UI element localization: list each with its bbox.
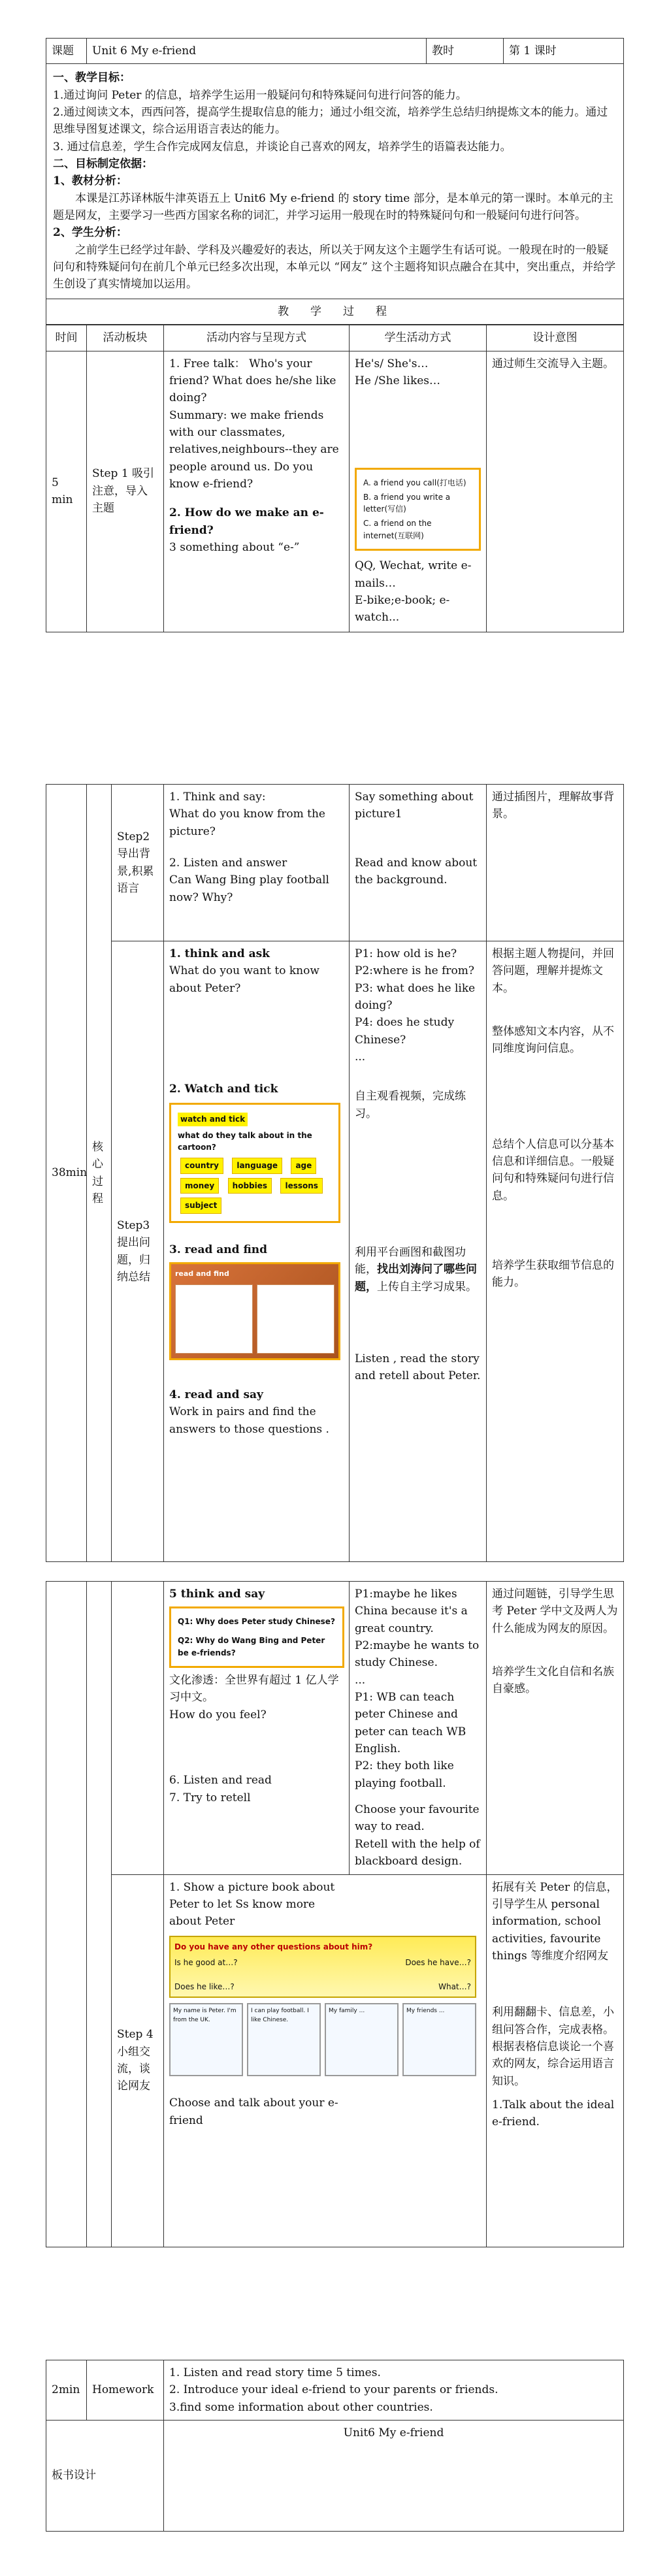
basis-title: 二、目标制定依据： (53, 157, 153, 171)
homework-label: Homework (87, 2360, 164, 2421)
homework-items (164, 2360, 624, 2421)
step3-content (164, 941, 350, 1562)
col-time: 时间 (46, 325, 87, 351)
col-content: 活动内容与呈现方式 (164, 325, 350, 351)
part5-content (164, 1582, 350, 1875)
core-label: 核心过程 (87, 785, 112, 1562)
step3-d4: 培养学生获取细节信息的能力。 (492, 1259, 614, 1290)
step3-s7b: 找出刘涛问了哪些问题， (355, 1263, 477, 1294)
col-student: 学生活动方式 (350, 325, 487, 351)
step1-content-1: 1. Free talk： Who's your friend? What does he/she like doing? (169, 357, 336, 405)
cartoon-line-1: Is he good at…? (174, 1958, 238, 1968)
goals-block (46, 64, 624, 299)
step1-student-3: QQ, Wechat, write e-mails… (355, 559, 472, 590)
picture-book-panel: My name is Peter. I'm from the UK. (169, 2003, 243, 2076)
part5-c7: 7. Try to retell (169, 1791, 251, 1804)
picture-book-panel: I can play football. I like Chinese. (247, 2003, 321, 2076)
part5-s7: Retell with the help of blackboard design. (355, 1837, 480, 1868)
part5-title: 5 think and say (169, 1588, 265, 1601)
tag-lessons[interactable]: lessons (280, 1178, 322, 1194)
step3-d1: 根据主题人物提问，并回答问题，理解并提炼文本。 (492, 947, 614, 995)
step3-c1-title: 1. think and ask (169, 947, 270, 960)
material-title: 1、教材分析： (53, 174, 127, 188)
step3-student (350, 941, 487, 1562)
step2-student-2: Read and know about the background. (355, 856, 478, 887)
picture-book-panels (169, 2003, 476, 2076)
step2-student-1: Say something about picture1 (355, 791, 474, 821)
goal-item: 1.通过询问 Peter 的信息，培养学生运用一般疑问句和特殊疑问句进行问答的能力。 (53, 88, 467, 102)
part5-s6: Choose your favourite way to read. (355, 1803, 480, 1834)
part5-s4: P1: WB can teach peter Chinese and peter can teach WB English. (355, 1691, 466, 1756)
tag-age[interactable]: age (291, 1158, 316, 1174)
step1-content-2: Summary: we make friends with our classmates, relatives,neighbours--they are people around us. Do you know e-friend? (169, 408, 339, 491)
cartoon-line-4: What…? (438, 1981, 471, 1991)
homework-item: 1. Listen and read story time 5 times. (169, 2366, 381, 2379)
process-title: 教 学 过 程 (46, 299, 624, 324)
step1-content (164, 351, 350, 632)
picture-book-panel: My friends ... (402, 2003, 476, 2076)
friend-type-box (355, 468, 481, 551)
step1-student-1: He's/ She's… (355, 357, 429, 370)
step3-s2: P2:where is he from? (355, 964, 474, 978)
step3-s6: 自主观看视频，完成练习。 (355, 1090, 466, 1120)
step1-design: 通过师生交流导入主题。 (487, 351, 624, 632)
step4-content-2: Choose and talk about your e-friend (169, 2096, 338, 2127)
step4-d1: 拓展有关 Peter 的信息，引导学生从 personal information, school activities, favourite things 等维度介绍网友 (492, 1880, 618, 1963)
step2-design: 通过插图片，理解故事背景。 (487, 785, 624, 941)
step2-student (350, 785, 487, 941)
student-analysis-title: 2、学生分析： (53, 226, 127, 240)
goal-item: 2.通过阅读文本，西西问答，提高学生提取信息的能力；通过小组交流，培养学生总结归纳提炼文本的能力。通过思维导图复述课文，综合运用语言表达的能力。 (53, 106, 608, 137)
step3-s5: ... (355, 1051, 366, 1064)
friend-type-a: A. a friend you call(打电话) (363, 478, 466, 488)
board-title: Unit6 My e-friend (164, 2421, 624, 2532)
step3-name: Step3 提出问题，归纳总结 (112, 941, 164, 1562)
step3-c4-title: 4. read and say (169, 1388, 263, 1402)
tag-country[interactable]: country (180, 1158, 223, 1174)
step2-name: Step2 导出背景,积累语言 (112, 785, 164, 941)
step3-c2-title: 2. Watch and tick (169, 1083, 278, 1096)
tag-subject[interactable]: subject (180, 1198, 221, 1214)
step3-c3-title: 3. read and find (169, 1243, 268, 1256)
part5-student (350, 1582, 487, 1875)
step3-s7c: 上传自主学习成果。 (377, 1280, 477, 1294)
step2-content-1: 1. Think and say: (169, 791, 266, 804)
step3-s1: P1: how old is he? (355, 947, 457, 960)
step2-content-4: Can Wang Bing play football now? Why? (169, 873, 329, 904)
step3-s8: Listen , read the story and retell about Peter. (355, 1352, 481, 1383)
step2-content-2: What do you know from the picture? (169, 807, 325, 838)
homework-time: 2min (46, 2360, 87, 2421)
step1-content-3: 2. How do we make an e-friend? (169, 506, 324, 537)
header-section (46, 38, 623, 632)
part5-s2: P2:maybe he wants to study Chinese. (355, 1639, 480, 1670)
tag-hobbies[interactable]: hobbies (228, 1178, 272, 1194)
part5-s5: P2: they both like playing football. (355, 1759, 454, 1790)
step3-d3: 总结个人信息可以分基本信息和详细信息。一般疑问句和特殊疑问句进行信息。 (492, 1137, 614, 1203)
step2-content (164, 785, 350, 941)
period-value: 第 1 课时 (504, 39, 624, 64)
col-design: 设计意图 (487, 325, 624, 351)
friend-type-b: B. a friend you write a letter(写信) (363, 492, 451, 514)
step4-student: 1.Talk about the ideal e-friend. (492, 2098, 615, 2129)
cartoon-line-2: Does he have…? (405, 1958, 471, 1968)
step1-time: 5 min (46, 351, 87, 632)
step2-content-3: 2. Listen and answer (169, 856, 287, 870)
step3-s7 (355, 1244, 481, 1296)
homework-section (46, 2360, 623, 2532)
topic-value: Unit 6 My e-friend (87, 39, 427, 64)
watch-tick-question: what do they talk about in the cartoon? (178, 1130, 312, 1152)
part5-d1: 通过问题链，引导学生思考 Peter 学中文及两人为什么能成为网友的原因。 (492, 1588, 618, 1635)
step4-name: Step 4 小组交流，谈论网友 (112, 1874, 164, 2247)
friend-type-c: C. a friend on the internet(互联网) (363, 518, 432, 540)
part5-s3: ... (355, 1673, 366, 1687)
core-section (46, 784, 623, 1562)
step1-student (350, 351, 487, 632)
core-time: 38min (46, 785, 87, 1562)
step3-s3: P3: what does he like doing? (355, 981, 476, 1013)
step4-content-1: 1. Show a picture book about Peter to let Ss know more about Peter (169, 1880, 335, 1929)
period-label: 教时 (427, 39, 504, 64)
part5-feel: How do you feel? (169, 1708, 267, 1721)
goal-item: 3. 通过信息差，学生合作完成网友信息，并谈论自己喜欢的网友，培养学生的语篇表达能力。 (53, 140, 512, 154)
material-text: 本课是江苏译林版牛津英语五上 Unit6 My e-friend 的 story time 部分，是本单元的第一课时。本单元的主题是网友，主要学习一些西方国家名称的词汇，并学习运用一般现在时的特殊疑问句和一般疑问句进行问答。 (53, 191, 613, 223)
story-page-left (175, 1284, 253, 1354)
part5-c6: 6. Listen and read (169, 1774, 272, 1787)
blank-time-cell (46, 1582, 87, 2247)
part5-design (487, 1582, 624, 1875)
story-page-right (257, 1284, 334, 1354)
process-table-part1 (46, 325, 624, 632)
step1-content-4: 3 something about “e-” (169, 540, 300, 554)
watch-tick-box (169, 1103, 340, 1222)
topic-label: 课题 (46, 39, 87, 64)
step3-d2: 整体感知文本内容，从不同维度询问信息。 (492, 1025, 614, 1056)
blank-step-cell (112, 1582, 164, 1875)
step1-student-4: E-bike;e-book; e-watch... (355, 593, 450, 625)
think-say-box (169, 1606, 344, 1668)
cartoon-line-3: Does he like…? (174, 1981, 235, 1991)
picture-book-panel: My family ... (325, 2003, 399, 2076)
cartoon-question: Do you have any other questions about him? (174, 1942, 373, 1951)
picture-book-cartoon (169, 1936, 476, 1998)
step3-c4-text: Work in pairs and find the answers to those questions . (169, 1405, 329, 1436)
part5-s1: P1:maybe he likes China because it's a great country. (355, 1588, 468, 1635)
read-find-image (169, 1262, 340, 1360)
step3-s4: P4: does he study Chinese? (355, 1016, 455, 1047)
col-activity: 活动板块 (87, 325, 164, 351)
discussion-section (46, 1581, 623, 2247)
homework-item: 3.find some information about other countries. (169, 2400, 433, 2414)
step3-design (487, 941, 624, 1562)
tag-money[interactable]: money (180, 1178, 219, 1194)
blank-label-cell (87, 1582, 112, 2247)
watch-tick-title: watch and tick (178, 1113, 248, 1126)
step4-d2: 利用翻翻卡、信息差，小组问答合作，完成表格。根据表格信息谈论一个喜欢的网友，综合运用语言知识。 (492, 2006, 614, 2088)
homework-item: 2. Introduce your ideal e-friend to your parents or friends. (169, 2383, 498, 2397)
part5-d2: 培养学生文化自信和名族自豪感。 (492, 1665, 614, 1696)
step4-content (164, 1874, 487, 2247)
step4-design (487, 1874, 624, 2247)
step3-c1-text: What do you want to know about Peter? (169, 964, 319, 995)
step3-s7a: 利用平台画图和截图功能， (355, 1246, 466, 1277)
think-say-q1: Q1: Why does Peter study Chinese? (178, 1617, 335, 1627)
goals-title: 一、教学目标： (53, 71, 131, 85)
step1-student-2: He /She likes… (355, 374, 441, 387)
board-label: 板书设计 (46, 2421, 164, 2532)
tag-language[interactable]: language (232, 1158, 282, 1174)
step1-name: Step 1 吸引注意，导入主题 (87, 351, 164, 632)
think-say-q2: Q2: Why do Wang Bing and Peter be e-friends? (178, 1635, 325, 1657)
part5-culture: 文化渗透：全世界有超过 1 亿人学习中文。 (169, 1674, 339, 1704)
student-analysis-text: 之前学生已经学过年龄、学科及兴趣爱好的表达，所以关于网友这个主题学生有话可说。一般现在时的一般疑问句和特殊疑问句在前几个单元已经多次出现，本单元以 “网友” 这个主题将知识点融合在其中，突出重点，并给学生创设了真实情境加以运用。 (53, 243, 616, 291)
read-find-image-label: read and find (175, 1269, 229, 1279)
